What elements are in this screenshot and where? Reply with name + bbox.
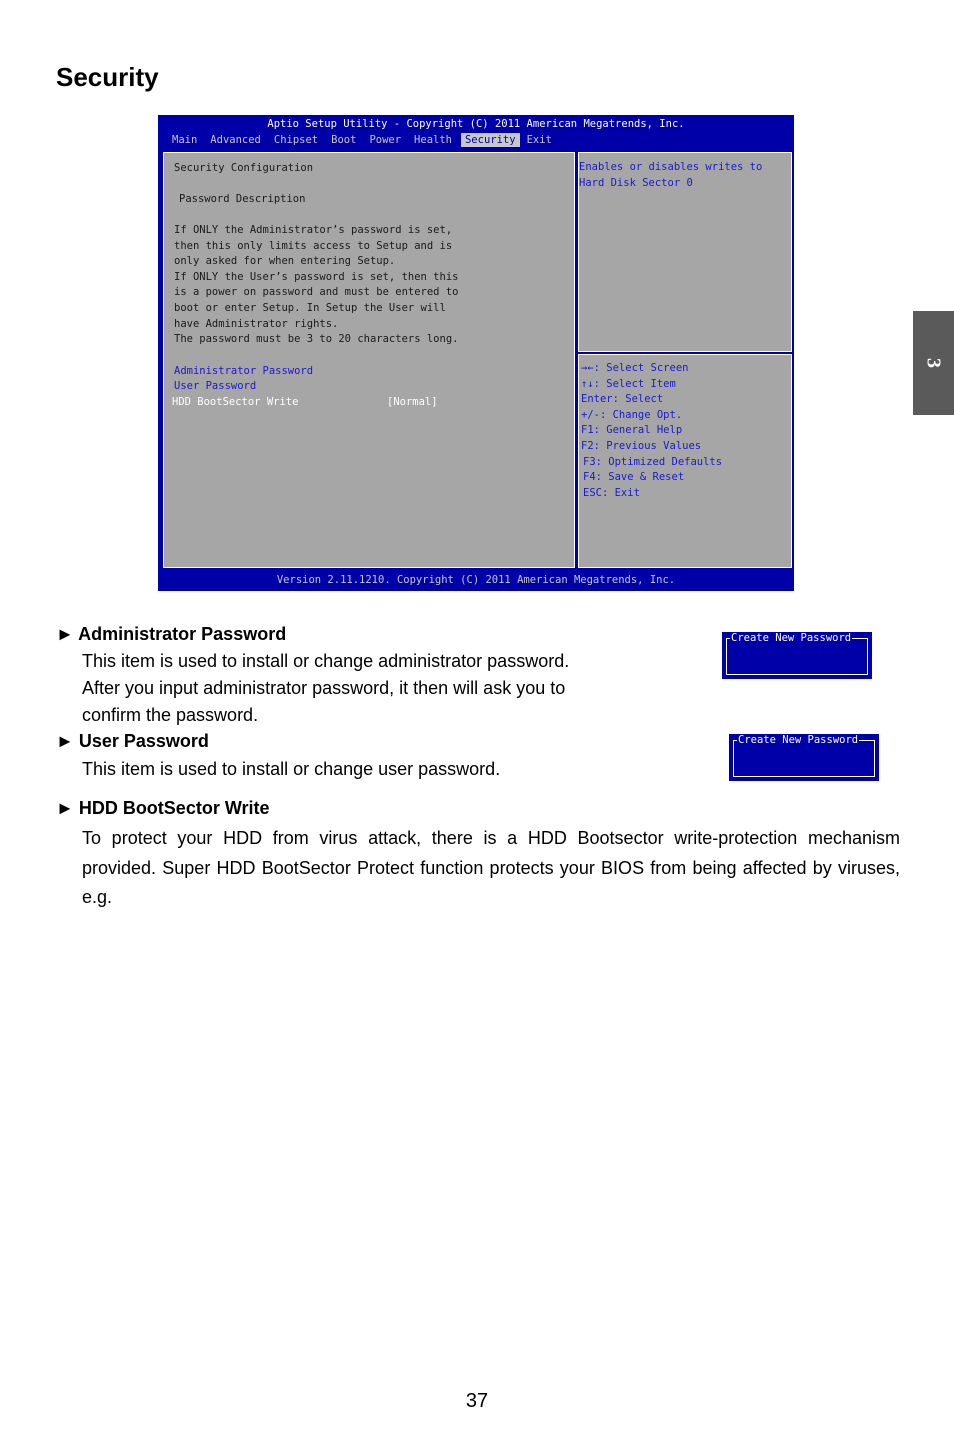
user-password-item[interactable]: User Password xyxy=(174,380,257,392)
help-text-line: Hard Disk Sector 0 xyxy=(579,177,693,189)
password-description-title: Password Description xyxy=(179,193,306,205)
user-password-heading: ► User Password xyxy=(56,731,209,751)
tab-advanced[interactable]: Advanced xyxy=(210,134,261,146)
description-line: If ONLY the User’s password is set, then this xyxy=(174,271,459,283)
key-help-select-screen: →←: Select Screen xyxy=(581,362,689,374)
chapter-tab xyxy=(913,311,954,415)
dialog-title: Create New Password xyxy=(738,734,859,746)
tab-security[interactable]: Security xyxy=(461,133,520,147)
security-config-title: Security Configuration xyxy=(174,162,314,174)
hdd-bootsector-heading: ► HDD BootSector Write xyxy=(56,798,270,818)
create-user-password-dialog[interactable] xyxy=(729,734,879,781)
description-line: The password must be 3 to 20 characters long. xyxy=(174,333,459,345)
bios-tab-bar xyxy=(172,133,565,147)
description-line: then this only limits access to Setup and is xyxy=(174,240,453,252)
help-text-line: Enables or disables writes to xyxy=(579,161,763,173)
dialog-title: Create New Password xyxy=(731,632,852,644)
tab-main[interactable]: Main xyxy=(172,134,198,146)
hdd-bootsector-write-value[interactable]: [Normal] xyxy=(387,396,438,408)
admin-password-line: confirm the password. xyxy=(82,705,259,725)
tab-exit[interactable]: Exit xyxy=(526,134,552,146)
description-line: only asked for when entering Setup. xyxy=(174,255,396,267)
description-line: If ONLY the Administrator’s password is set, xyxy=(174,224,453,236)
admin-password-line: After you input administrator password, it then will ask you to xyxy=(82,678,566,698)
key-help-f3: F3: Optimized Defaults xyxy=(583,456,723,468)
hdd-bootsector-write-item[interactable]: HDD BootSector Write xyxy=(172,396,299,408)
tab-power[interactable]: Power xyxy=(369,134,402,146)
description-line: is a power on password and must be entered to xyxy=(174,286,459,298)
description-line: boot or enter Setup. In Setup the User will xyxy=(174,302,446,314)
admin-password-line: This item is used to install or change administrator password. xyxy=(82,651,570,671)
create-admin-password-dialog[interactable] xyxy=(722,632,872,679)
admin-password-text xyxy=(82,648,569,729)
page-number: 37 xyxy=(465,1390,489,1412)
admin-password-heading: ► Administrator Password xyxy=(56,624,287,644)
tab-health[interactable]: Health xyxy=(414,134,452,146)
bios-footer: Version 2.11.1210. Copyright (C) 2011 American Megatrends, Inc. xyxy=(276,574,676,586)
chapter-tab-number: 3 xyxy=(923,358,945,368)
key-help-f1: F1: General Help xyxy=(581,424,683,436)
tab-boot[interactable]: Boot xyxy=(331,134,357,146)
bios-screenshot xyxy=(158,115,794,591)
bios-main-panel xyxy=(161,150,577,570)
key-help-change-opt: +/-: Change Opt. xyxy=(581,409,683,421)
bios-help-panel xyxy=(576,150,794,354)
bios-key-help-panel xyxy=(576,352,794,570)
key-help-esc: ESC: Exit xyxy=(583,487,640,499)
key-help-f4: F4: Save & Reset xyxy=(583,471,685,483)
bios-header: Aptio Setup Utility - Copyright (C) 2011 American Megatrends, Inc. xyxy=(267,118,685,130)
key-help-enter: Enter: Select xyxy=(581,393,664,405)
administrator-password-item[interactable]: Administrator Password xyxy=(174,365,314,377)
tab-chipset[interactable]: Chipset xyxy=(273,134,319,146)
user-password-text: This item is used to install or change user password. xyxy=(82,759,501,779)
key-help-select-item: ↑↓: Select Item xyxy=(581,378,676,390)
page-title: Security xyxy=(56,62,159,92)
key-help-f2: F2: Previous Values xyxy=(581,440,702,452)
hdd-bootsector-paragraph: To protect your HDD from virus attack, there is a HDD Bootsector write-protection mechanism provided. Super HDD BootSector Protect function protects your BIOS from being affected by viruses, e.g. xyxy=(82,828,900,907)
description-line: have Administrator rights. xyxy=(174,318,339,330)
